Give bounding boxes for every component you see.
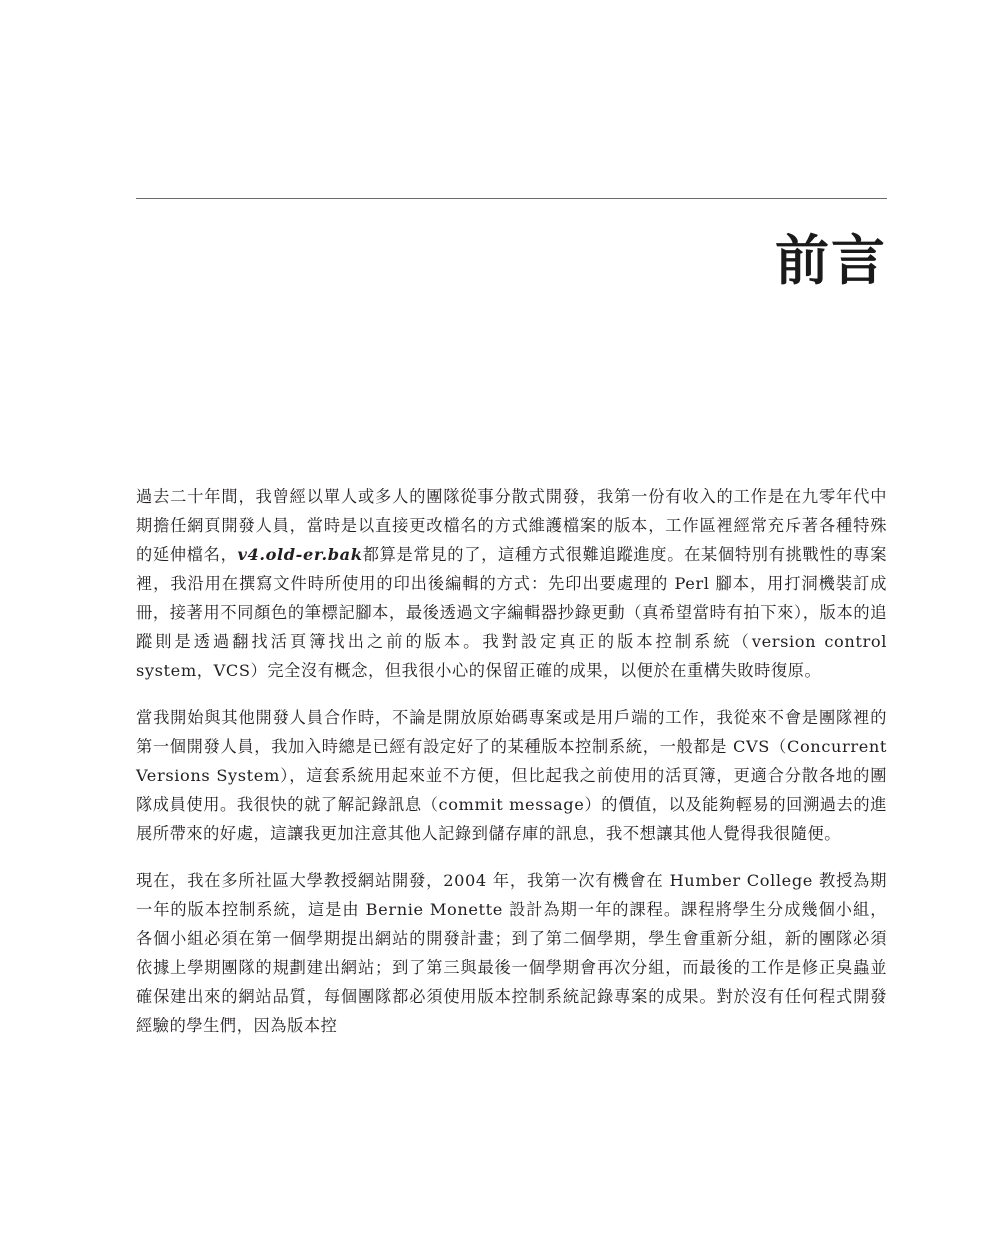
filename-example: v4.old-er.bak bbox=[237, 545, 363, 564]
chapter-header-rule bbox=[136, 198, 887, 199]
paragraph-1-text-a: 過去二十年間，我曾經以單人或多人的團隊從事分散式開發，我第一份有收入的工作是在九零年代中期擔任網頁開發人員，當時是以直接更改檔名的方式維護檔案的版本，工作區裡經常充斥著各種特殊的延伸檔名， bbox=[136, 487, 887, 564]
paragraph-1-text-b: 都算是常見的了，這種方式很難追蹤進度。在某個特別有挑戰性的專案裡，我沿用在撰寫文件時所使用的印出後編輯的方式：先印出要處理的 Perl 腳本，用打洞機裝訂成冊，接著用不同顏色的筆標記腳本，最後透過文字編輯器抄錄更動（真希望當時有拍下來），版本的追蹤則是透過翻找活頁簿找出之前的版本。我對設定真正的版本控制系統（version control system，VCS）完全沒有概念，但我很小心的保留正確的成果，以便於在重構失敗時復原。 bbox=[136, 545, 887, 680]
paragraph-1 bbox=[136, 482, 887, 685]
paragraph-3-text: 現在，我在多所社區大學教授網站開發，2004 年，我第一次有機會在 Humber College 教授為期一年的版本控制系統，這是由 Bernie Monette 設計為期一年的課程。課程將學生分成幾個小組，各個小組必須在第一個學期提出網站的開發計畫；到了第二個學期，學生會重新分組，新的團隊必須依據上學期團隊的規劃建出網站；到了第三與最後一個學期會再次分組，而最後的工作是修正臭蟲並確保建出來的網站品質，每個團隊都必須使用版本控制系統記錄專案的成果。對於沒有任何程式開發經驗的學生們，因為版本控 bbox=[136, 871, 887, 1035]
chapter-title: 前言 bbox=[775, 229, 887, 292]
paragraph-2-text: 當我開始與其他開發人員合作時，不論是開放原始碼專案或是用戶端的工作，我從來不會是團隊裡的第一個開發人員，我加入時總是已經有設定好了的某種版本控制系統，一般都是 CVS（Concurrent Versions System），這套系統用起來並不方便，但比起我之前使用的活頁簿，更適合分散各地的團隊成員使用。我很快的就了解記錄訊息（commit message）的價值，以及能夠輕易的回溯過去的進展所帶來的好處，這讓我更加注意其他人記錄到儲存庫的訊息，我不想讓其他人覺得我很隨便。 bbox=[136, 708, 887, 843]
paragraph-3 bbox=[136, 866, 887, 1040]
body-text bbox=[136, 482, 887, 1058]
paragraph-2 bbox=[136, 703, 887, 848]
